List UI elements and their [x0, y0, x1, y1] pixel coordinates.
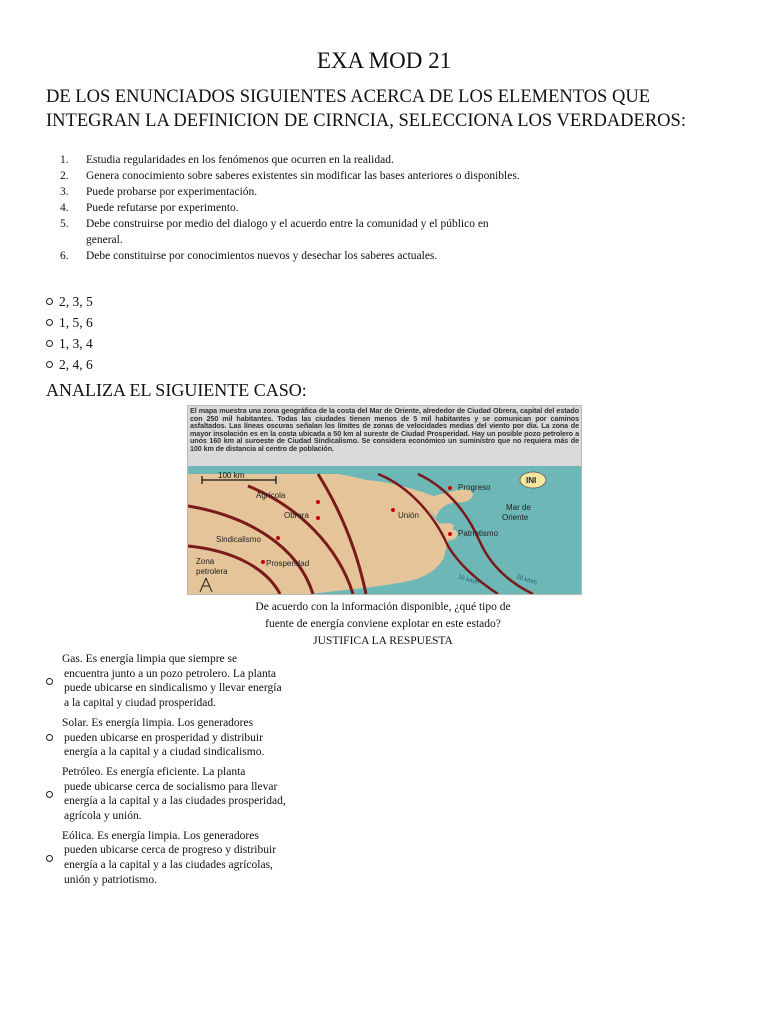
map-label-zona: Zona: [196, 557, 215, 566]
map-image: [188, 466, 581, 594]
statement-item: 1. Estudia regularidades en los fenómenos que ocurren en la realidad.: [60, 154, 394, 166]
option-radio[interactable]: Solar. Es energía limpia. Los generadores pueden ubicarse en prosperidad y distribuir energía a la capital y a ciudad sindicalismo.: [46, 716, 286, 760]
wind-label-1: 15 km/h: [457, 574, 480, 587]
page-title: EXA MOD 21: [316, 48, 452, 73]
option-radio[interactable]: Gas. Es energía limpia que siempre se encuentra junto a un pozo petrolero. La planta puede ubicarse en sindicalismo y llevar energía a la capital y ciudad prosperidad.: [46, 652, 286, 711]
map-label-progreso: Progreso: [458, 483, 491, 492]
north-badge: INI: [526, 476, 537, 485]
radio-icon[interactable]: [46, 361, 53, 368]
case-heading: ANALIZA EL SIGUIENTE CASO:: [46, 380, 307, 400]
statement-item: 6. Debe constituirse por conocimientos nuevos y desechar los saberes actuales.: [60, 250, 438, 262]
case-options: [46, 652, 286, 893]
statement-list: [60, 152, 520, 264]
map-label-sindicalismo: Sindicalismo: [216, 535, 261, 544]
case-map-figure: [187, 405, 582, 595]
map-label-union: Unión: [398, 511, 419, 520]
radio-icon[interactable]: [46, 734, 53, 741]
option-radio[interactable]: Eólica. Es energía limpia. Los generadores pueden ubicarse cerca de progreso y distribuir energía a la capital y a las ciudades agrícolas, unión y patriotismo.: [46, 829, 286, 888]
map-label-prosperidad: Prosperidad: [266, 559, 310, 568]
radio-icon[interactable]: [46, 340, 53, 347]
radio-icon[interactable]: [46, 855, 53, 862]
option-radio[interactable]: 1, 5, 6: [46, 312, 93, 333]
statement-item: 4. Puede refutarse por experimento.: [60, 202, 239, 214]
map-label-patriotismo: Patriotismo: [458, 529, 499, 538]
wind-label-2: 20 km/h: [515, 574, 538, 587]
case-question: De acuerdo con la información disponible, ¿qué tipo de fuente de energía conviene explotar en este estado? JUSTIFICA LA RESPUESTA: [255, 601, 511, 647]
map-label-agricola: Agrícola: [256, 491, 286, 500]
map-label-petrolera: petrolera: [196, 567, 228, 576]
question-1-options: [46, 291, 93, 375]
option-radio[interactable]: 1, 3, 4: [46, 333, 93, 354]
map-description: El mapa muestra una zona geográfica de la costa del Mar de Oriente, alrededor de Ciudad Obrera, capital del estado con 250 mil habitantes. Todas las ciudades tienen menos de 5 mil habitantes y se comunican por caminos asfaltados. Las líneas oscuras señalan los límites de zonas de velocidades medias del viento por día. La zona de mayor insolación es en la costa ubicada a 50 km al sureste de Ciudad Prosperidad. Hay un posible pozo petrolero a unos 160 km al suroeste de Ciudad Sindicalismo. Se considera económico un suministro que no requiera más de 100 km de distancia al centro de población.: [190, 406, 579, 453]
radio-icon[interactable]: [46, 298, 53, 305]
map-label-oriente: Oriente: [502, 513, 529, 522]
statement-item: 2. Genera conocimiento sobre saberes existentes sin modificar las bases anteriores o disponibles.: [60, 170, 520, 182]
option-radio[interactable]: 2, 4, 6: [46, 354, 93, 375]
north-arrow-icon: [520, 472, 546, 488]
map-label-mar: Mar de: [506, 503, 531, 512]
radio-icon[interactable]: [46, 678, 53, 685]
radio-icon[interactable]: [46, 791, 53, 798]
radio-icon[interactable]: [46, 319, 53, 326]
option-radio[interactable]: 2, 3, 5: [46, 291, 93, 312]
map-label-obrera: Obrera: [284, 511, 309, 520]
statement-item: 5. Debe construirse por medio del dialogo y el acuerdo entre la comunidad y el público en general.: [60, 218, 489, 246]
map-scale-label: 100 km: [218, 471, 245, 480]
statement-item: 3. Puede probarse por experimentación.: [60, 186, 258, 198]
option-radio[interactable]: Petróleo. Es energía eficiente. La planta puede ubicarse cerca de socialismo para llevar energía a la capital y a las ciudades prosperidad, agrícola y unión.: [46, 765, 286, 824]
question-1-text: DE LOS ENUNCIADOS SIGUIENTES ACERCA DE LOS ELEMENTOS QUE INTEGRAN LA DEFINICION DE CIRNCIA, SELECCIONA LOS VERDADEROS:: [46, 87, 686, 131]
